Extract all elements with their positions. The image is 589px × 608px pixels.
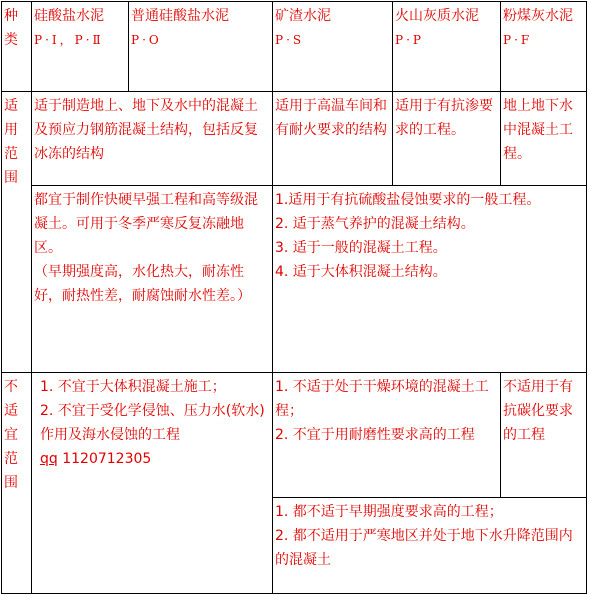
scope-label-cell — [2, 92, 32, 373]
list-item: 4. 适于大体积混凝土结构。 — [275, 264, 447, 280]
portland-ordinary-unsuitable-cell — [32, 373, 273, 594]
qq-prefix: qq — [40, 451, 58, 467]
scope-label-char: 范 — [4, 146, 18, 162]
unsuitable-label-char: 宜 — [4, 427, 18, 443]
slag-scope-cell — [273, 92, 393, 186]
cement-name: 粉煤灰水泥 — [503, 8, 573, 24]
cement-header-slag — [273, 2, 393, 92]
cement-name: 普通硅酸盐水泥 — [131, 8, 229, 24]
flyash-scope-text: 地上地下水中混凝土工程。 — [503, 98, 573, 162]
category-label-char: 类 — [4, 32, 18, 48]
list-item: 2. 不宜于用耐磨性要求高的工程 — [275, 427, 475, 443]
portland-ordinary-scope-text: 适于制造地上、地下及水中的混凝土及预应力钢筋混凝土结构，包括反复冰冻的结构 — [34, 98, 258, 162]
flyash-unsuitable-cell — [501, 373, 587, 498]
cement-name: 矿渣水泥 — [275, 8, 331, 24]
portland-ordinary-suitability-cell — [32, 186, 273, 373]
cement-name: 硅酸盐水泥 — [34, 8, 104, 24]
cement-code: P·O — [131, 33, 162, 47]
scope-label-char: 适 — [4, 98, 18, 114]
cement-code: P·S — [275, 33, 305, 47]
cement-header-pozzolana — [393, 2, 501, 92]
cement-comparison-table — [1, 1, 587, 594]
category-label-char: 种 — [4, 8, 18, 24]
slag-pozzolana-flyash-suitability-cell — [273, 186, 587, 373]
list-item: 1. 不适于处于干燥环境的混凝土工程； — [275, 379, 489, 419]
scope-label-char: 围 — [4, 170, 18, 186]
flyash-scope-cell — [501, 92, 587, 186]
list-item: 1.适用于有抗硫酸盐侵蚀要求的一般工程。 — [275, 192, 541, 208]
unsuitable-label-char: 不 — [4, 379, 18, 395]
scope-label-char: 用 — [4, 122, 18, 138]
unsuitable-label-cell — [2, 373, 32, 594]
portland-ordinary-properties-note: （早期强度高，水化热大，耐冻性好，耐热性差，耐腐蚀耐水性差。） — [34, 264, 251, 304]
portland-ordinary-suitability-text: 都宜于制作快硬早强工程和高等级混凝土。可用于冬季严寒反复冻融地区。 — [34, 192, 258, 256]
slag-pozzolana-unsuitable-cell — [273, 373, 501, 498]
cement-header-ordinary — [129, 2, 273, 92]
unsuitable-row-a — [2, 373, 587, 498]
header-row — [2, 2, 587, 92]
portland-ordinary-scope-cell — [32, 92, 273, 186]
qq-number: 1120712305 — [62, 451, 152, 467]
pozzolana-scope-cell — [393, 92, 501, 186]
unsuitable-label-char: 围 — [4, 475, 18, 491]
slag-pozzolana-flyash-unsuitable-cell — [273, 498, 587, 594]
unsuitable-label-char: 范 — [4, 451, 18, 467]
qq-contact — [40, 447, 270, 471]
scope-row-a — [2, 92, 587, 186]
cement-code: P·P — [395, 33, 424, 47]
cement-code: P·F — [503, 33, 533, 47]
cement-name: 火山灰质水泥 — [395, 8, 479, 24]
category-label-cell — [2, 2, 32, 92]
flyash-unsuitable-text: 不适用于有抗碳化要求的工程 — [503, 379, 573, 443]
list-item: 3. 适于一般的混凝土工程。 — [275, 240, 447, 256]
list-item: 2. 不宜于受化学侵蚀、压力水(软水)作用及海水侵蚀的工程 — [40, 403, 265, 443]
list-item: 1. 不宜于大体积混凝土施工； — [40, 379, 226, 395]
list-item: 2. 都不适用于严寒地区并处于地下水升降范围内的混凝土 — [275, 528, 573, 568]
slag-scope-text: 适用于高温车间和有耐火要求的结构 — [275, 98, 387, 138]
scope-row-b — [2, 186, 587, 373]
list-item: 2. 适于蒸气养护的混凝土结构。 — [275, 216, 475, 232]
list-item: 1. 都不适于早期强度要求高的工程； — [275, 504, 503, 520]
unsuitable-label-char: 适 — [4, 403, 18, 419]
cement-header-flyash — [501, 2, 587, 92]
cement-code: P·I，P·Ⅱ — [34, 33, 104, 47]
cement-comparison-table-wrapper — [1, 1, 587, 594]
cement-header-portland — [32, 2, 129, 92]
pozzolana-scope-text: 适用于有抗渗要求的工程。 — [395, 98, 493, 138]
